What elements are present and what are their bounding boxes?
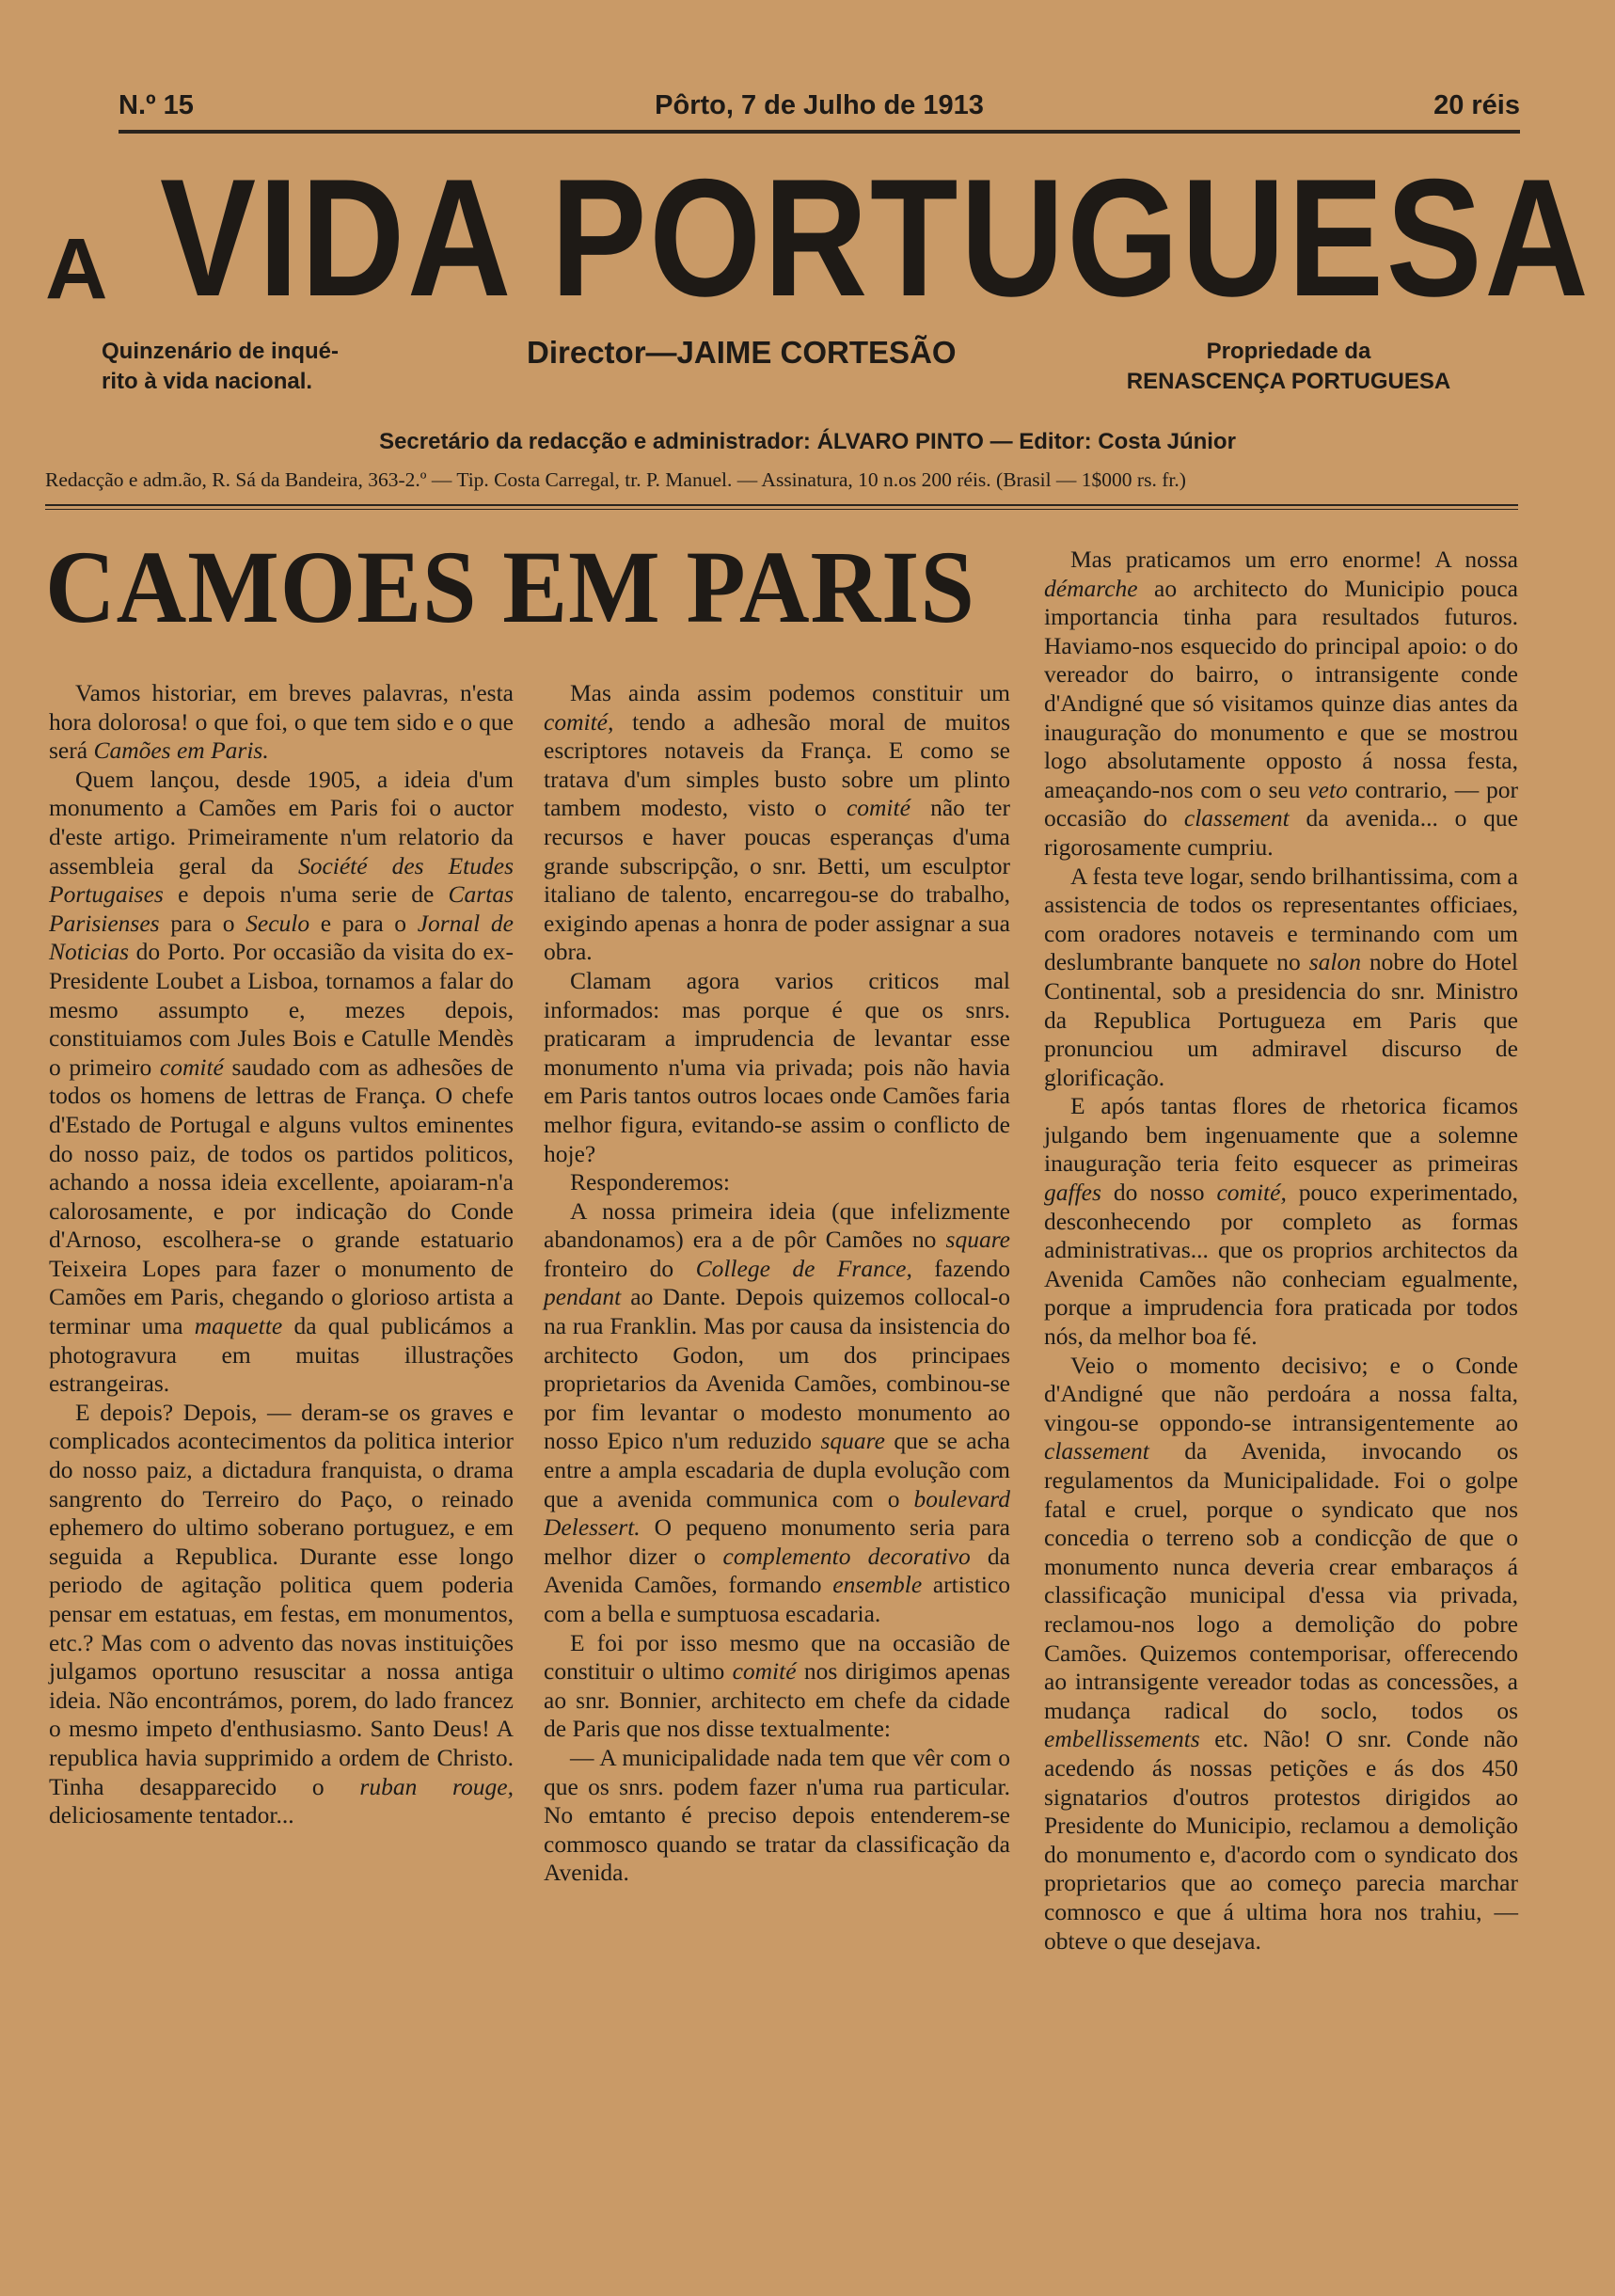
paragraph: Quem lançou, desde 1905, a ideia d'um monumento a Camões em Paris foi o auctor d'este artigo. Primeiramente n'um relatorio da assembleia geral da Société des Etudes Portugaises e depois n'uma serie de Cartas Parisienses para o Seculo e para o Jornal de Noticias do Porto. Por occasião da visita do ex-Presidente Loubet a Lisboa, tornamos a falar do mesmo assumpto e, mezes depois, constituiamos com Jules Bois e Catulle Mendès o primeiro comité saudado com as adhesões de todos os homens de lettras de França. O chefe d'Estado de Portugal e alguns vultos eminentes do nosso paiz, de todos os partidos politicos, achando a nossa ideia excellente, apoiaram-n'a calorosamente, e por indicação do Conde d'Arnoso, escolhera-se o grande estatuario Teixeira Lopes para fazer o monumento de Camões em Paris, chegando o glorioso artista a terminar uma maquette da qual publicámos a photogravura em muitas illustrações estrangeiras. — [49, 765, 515, 1398]
article-column-1 — [49, 679, 514, 1830]
issue-line — [119, 90, 1520, 128]
paragraph: E após tantas flores de rhetorica ficamos julgando bem ingenuamente que a solemne inauguração teria feito esquecer as primeiras gaffes do nosso comité, pouco experimentado, desconhecendo por completo as formas administrativas... que os proprios architectos da Avenida Camões não conheciam egualmente, porque a imprudencia fora praticada por todos nós, da melhor boa fé. — [1044, 1092, 1518, 1351]
paragraph: A festa teve logar, sendo brilhantissima, com a assistencia de todos os representantes officiaes, com oradores notaveis e terminando com um deslumbrante banquete no salon nobre do Hotel Continental, sob a presidencia do snr. Ministro da Republica Portugueza em Paris que pronunciou um admiravel discurso de glorificação. — [1044, 862, 1518, 1091]
owner-line-2: RENASCENÇA PORTUGUESA — [1126, 369, 1451, 394]
paragraph: Mas praticamos um erro enorme! A nossa démarche ao architecto do Municipio pouca importancia tinha para resultados futuros. Haviamo-nos esquecido do principal apoio: o do vereador do bairro, o intransigente conde d'Andigné que só visitamos quinze dias antes da inauguração do monumento e que se mostrou logo absolutamente opposto á nossa festa, ameaçando-nos com o seu veto contrario, — por occasião do classement da avenida... o que rigorosamente cumpriu. — [1044, 546, 1518, 861]
paragraph: A nossa primeira ideia (que infelizmente abandonamos) era a de pôr Camões no square fronteiro do College de France, fazendo pendant ao Dante. Depois quizemos collocal-o na rua Franklin. Mas por causa da insistencia do architecto Godon, um dos principaes proprietarios da Avenida Camões, combinou-se por fim levantar o modesto monumento ao nosso Epico n'um reduzido square que se acha entre a ampla escadaria de dupla evolução com que a avenida communica com o boulevard Delessert. O pequeno monumento seria para melhor dizer o complemento decorativo da Avenida Camões, formando ensemble artistico com a bella e sumptuosa escadaria. — [544, 1196, 1011, 1627]
paragraph: Veio o momento decisivo; e o Conde d'Andigné que não perdoára a nossa falta, vingou-se oppondo-se intransigentemente ao classement da Avenida, invocando os regulamentos da Municipalidade. Foi o golpe fatal e cruel, porque o syndicato que nos concedia o terreno sob a condicção de que o monumento nunca deveria crear embaraços á classificação municipal d'essa via privada, reclamou-nos logo a demolição do pobre Camões. Quizemos contemporisar, offerecendo ao intransigente vereador todas as concessões, a mudança radical do soclo, todos os embellissements etc. Não! O snr. Conde não acedendo ás nossas petições e ás dos 450 signatarios d'outros protestos dirigidos ao Presidente do Municipio, reclamou a demolição do monumento e, d'acordo com o syndicato dos proprietarios que ao começo parecia marchar comnosco e que á ultima hora nos trahiu, — obteve o que desejava. — [1044, 1351, 1518, 1955]
article-headline: CAMOES EM PARIS — [45, 530, 975, 644]
issue-date: Pôrto, 7 de Julho de 1913 — [655, 90, 984, 120]
address-line: Redacção e adm.ão, R. Sá da Bandeira, 363-2.º — Tip. Costa Carregal, tr. P. Manuel. — Assinatura, 10 n.os 200 réis. (Brasil — 1$000 rs. fr.) — [45, 468, 1186, 491]
paragraph: Mas ainda assim podemos constituir um comité, tendo a adhesão moral de muitos escriptores notaveis da França. E como se tratava d'um simples busto sobre um plinto tambem modesto, visto o comité não ter recursos e haver poucas esperanças d'uma grande subscripção, o snr. Betti, um esculptor italiano de talento, encarregou-se do trabalho, exigindo apenas a honra de poder assignar a sua obra. — [544, 679, 1010, 966]
address-rule — [45, 504, 1518, 506]
address-rule-2 — [45, 509, 1518, 510]
director: Director—JAIME CORTESÃO — [527, 335, 957, 370]
masthead-title-main: VIDA PORTUGUESA — [160, 144, 1591, 331]
owner — [1100, 337, 1477, 397]
article-column-3 — [1044, 546, 1518, 1956]
top-rule — [119, 130, 1520, 134]
tagline — [102, 337, 339, 397]
article-column-2 — [544, 679, 1010, 1888]
paragraph: Responderemos: — [570, 1168, 730, 1196]
paragraph: E depois? Depois, — deram-se os graves e complicados acontecimentos da politica interior do nosso paiz, a dictadura franquista, o drama sangrento do Terreiro do Paço, o reinado ephemero do ultimo soberano portuguez, e em seguida a Republica. Durante esse longo periodo de agitação politica quem poderia pensar em estatuas, em festas, em monumentos, etc.? Mas com o advento das novas instituições julgamos oportuno resuscitar a nossa antiga ideia. Não encontrámos, porem, do lado francez o mesmo impeto d'enthusiasmo. Santo Deus! A republica havia supprimido a ordem de Christo. Tinha desapparecido o ruban rouge, deliciosamente tentador... — [49, 1398, 514, 1829]
paragraph: E foi por isso mesmo que na occasião de constituir o ultimo comité nos dirigimos apenas ao snr. Bonnier, architecto em chefe da cidade de Paris que nos disse textualmente: — [544, 1628, 1010, 1743]
tagline-line-2: rito à vida nacional. — [102, 369, 313, 394]
owner-line-1: Propriedade da — [1206, 339, 1371, 364]
paragraph: — A municipalidade nada tem que vêr com o que os snrs. podem fazer n'uma rua particular. No emtanto é preciso depois entenderem-se commosco quando se tratar da classificação da Avenida. — [544, 1743, 1010, 1887]
issue-number: N.º 15 — [119, 90, 194, 120]
paragraph: Vamos historiar, em breves palavras, n'esta hora dolorosa! o que foi, o que tem sido e o que será Camões em Paris. — [49, 679, 514, 765]
issue-price: 20 réis — [1433, 90, 1520, 120]
paragraph: Clamam agora varios criticos mal informados: mas porque é que os snrs. praticaram a imprudencia de levantar esse monumento n'uma via privada; pois não havia em Paris tantos outros locaes onde Camões faria melhor figura, evitando-se assim o conflicto de hoje? — [544, 966, 1010, 1167]
tagline-line-1: Quinzenário de inqué- — [102, 339, 340, 364]
staff-line: Secretário da redacção e administrador: ÁLVARO PINTO — Editor: Costa Júnior — [379, 429, 1236, 454]
masthead-title — [45, 144, 1591, 331]
masthead-title-prefix: A — [45, 221, 108, 317]
